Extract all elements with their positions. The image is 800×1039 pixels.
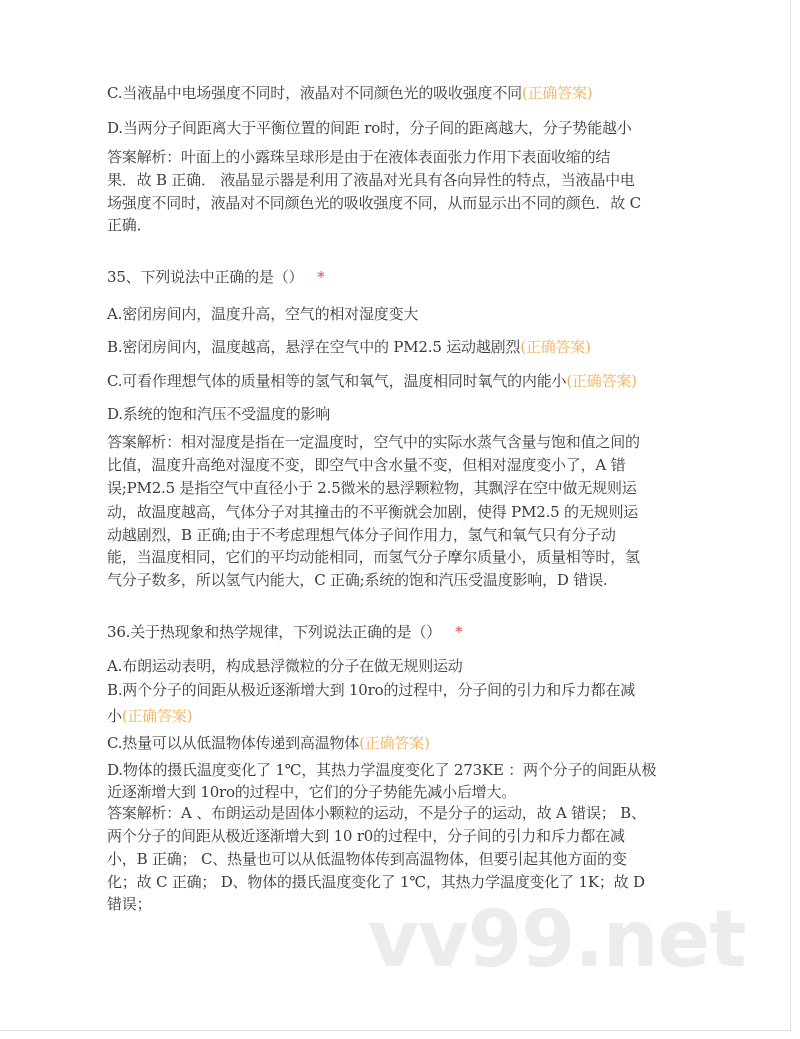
q35-analysis-line: 能，当温度相同，它们的平均动能相同，而氢气分子摩尔质量小，质量相等时，氢 [107,548,640,566]
q36-option-d[interactable] [107,760,656,780]
q36-option-c[interactable] [107,733,430,753]
q35-analysis-line: 气分子数多，所以氢气内能大，C 正确;系统的饱和汽压受温度影响，D 错误. [107,571,608,589]
correct-answer-tag: (正确答案) [121,707,193,725]
q35-title [107,267,325,287]
option-text: D.当两分子间距离大于平衡位置的间距 ro时，分子间的距离越大，分子势能越小 [107,119,632,137]
q36-analysis-line: 答案解析：A 、布朗运动是固体小颗粒的运动，不是分子的运动，故 A 错误； B、 [107,804,646,822]
q35-analysis-line: 答案解析：相对湿度是指在一定温度时，空气中的实际水蒸气含量与饱和值之间的 [107,433,640,451]
q36-analysis-line: 化；故 C 正确； D、物体的摄氏温度变化了 1℃，其热力学温度变化了 1K；故 D [107,873,645,891]
q35-analysis-line: 比值，温度升高绝对湿度不变，即空气中含水量不变，但相对湿度变小了，A 错 [107,456,626,474]
correct-answer-tag: (正确答案) [521,84,593,102]
q36-title [107,622,462,642]
q36-option-a[interactable] [107,656,463,676]
q36-option-b[interactable] [107,680,635,700]
option-text: C.热量可以从低温物体传递到高温物体 [107,734,360,752]
option-text: A.密闭房间内，温度升高，空气的相对湿度变大 [107,305,419,323]
q35-analysis-line: 动，故温度越高，气体分子对其撞击的不平衡就会加剧，使得 PM2.5 的无规则运 [107,503,639,521]
q34-option-d[interactable] [107,118,632,138]
q35-option-d[interactable] [107,404,330,424]
option-text: D.系统的饱和汽压不受温度的影响 [107,405,331,423]
q35-analysis-line: 动越剧烈，B 正确;由于不考虑理想气体分子间作用力，氢气和氧气只有分子动 [107,526,616,544]
option-text: B.密闭房间内，温度越高，悬浮在空气中的 PM2.5 运动越剧烈 [107,338,521,356]
q36-analysis-line: 小，B 正确； C、热量也可以从低温物体传到高温物体，但要引起其他方面的变 [107,850,627,868]
q34-analysis-line: 答案解析：叶面上的小露珠呈球形是由于在液体表面张力作用下表面收缩的结 [107,148,611,166]
q35-option-c[interactable] [107,371,637,391]
q35-option-a[interactable] [107,304,418,324]
option-text: 小 [107,707,122,725]
correct-answer-tag: (正确答案) [520,338,591,356]
correct-answer-tag: (正确答案) [359,734,430,752]
correct-answer-tag: (正确答案) [566,372,637,390]
question-title: 35、下列说法中正确的是（） [107,268,304,286]
q36-option-d-cont[interactable] [107,782,516,802]
option-text: D.物体的摄氏温度变化了 1℃，其热力学温度变化了 273KE ：两个分子的间距从极 [107,761,657,779]
q36-analysis-line: 错误； [107,895,152,913]
q34-option-c[interactable] [107,83,592,103]
watermark: vv99.net [368,895,746,985]
question-title: 36.关于热现象和热学规律，下列说法正确的是（） [107,623,442,641]
required-mark: * [317,268,325,286]
q35-analysis-line: 误;PM2.5 是指空气中直径小于 2.5微米的悬浮颗粒物，其飘浮在空中做无规则运 [107,479,637,497]
option-text: C.可看作理想气体的质量相等的氢气和氧气，温度相同时氧气的内能小 [107,372,567,390]
option-text: C.当液晶中电场强度不同时，液晶对不同颜色光的吸收强度不同 [107,84,522,102]
q36-option-b-cont[interactable] [107,706,192,726]
q34-analysis-line: 场强度不同时，液晶对不同颜色光的吸收强度不同，从而显示出不同的颜色．故 C [107,194,641,212]
q36-analysis-line: 两个分子的间距从极近逐渐增大到 10 r0的过程中，分子间的引力和斥力都在减 [107,827,625,845]
q34-analysis-line: 正确． [107,216,152,234]
q35-option-b[interactable] [107,337,591,357]
required-mark: * [455,623,463,641]
option-text: A.布朗运动表明，构成悬浮微粒的分子在做无规则运动 [107,657,463,675]
option-text: B.两个分子的间距从极近逐渐增大到 10ro的过程中，分子间的引力和斥力都在减 [107,681,636,699]
option-text: 近逐渐增大到 10ro的过程中，它们的分子势能先减小后增大。 [107,783,517,801]
q34-analysis-line: 果．故 B 正确． 液晶显示器是利用了液晶对光具有各向异性的特点，当液晶中电 [107,171,635,189]
